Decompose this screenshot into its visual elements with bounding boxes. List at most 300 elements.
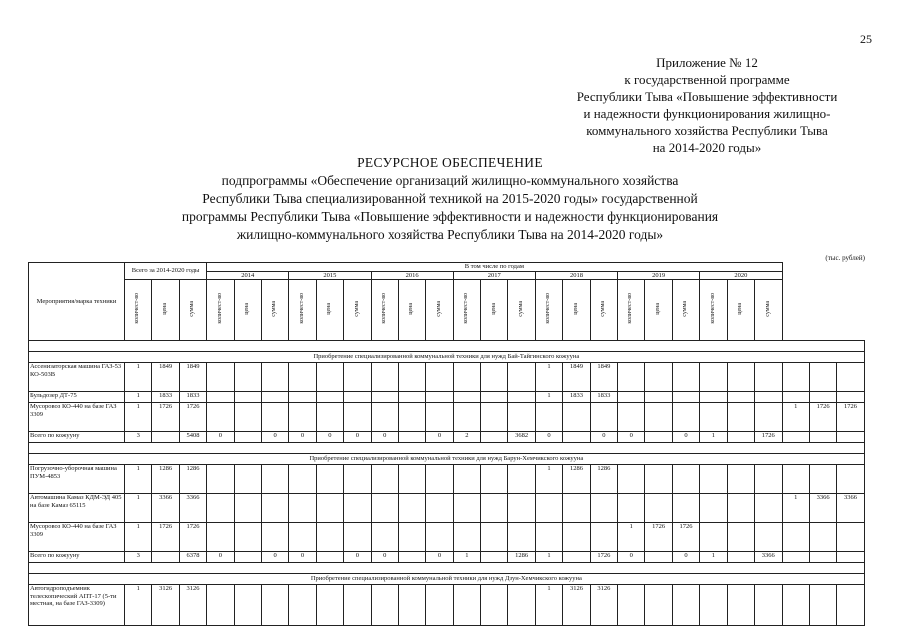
header-year: 2019 [618,271,700,280]
row-cell [371,363,398,392]
appendix-line: коммунального хозяйства Республики Тыва [586,123,828,138]
row-cell [371,403,398,432]
row-cell [344,392,371,403]
row-cell [563,494,590,523]
table-row [29,432,865,443]
row-cell: 3366 [809,494,836,523]
row-cell [535,494,562,523]
header-sub-label: цена [161,302,168,315]
row-cell [809,432,836,443]
row-cell: 1726 [645,523,672,552]
row-cell [316,392,343,403]
row-cell [563,403,590,432]
row-cell: 1833 [179,392,206,403]
row-cell: 3366 [754,552,782,563]
row-cell [563,523,590,552]
row-cell [398,523,425,552]
row-cell: 6378 [179,552,206,563]
row-cell [618,585,645,626]
row-cell: 1286 [179,465,206,494]
row-cell [809,465,836,494]
row-cell: 1286 [508,552,535,563]
header-sum [261,280,288,341]
row-cell [754,465,782,494]
row-cell [426,392,453,403]
row-cell: 1849 [563,363,590,392]
row-cell [782,585,809,626]
row-cell [754,585,782,626]
row-cell [727,523,754,552]
row-cell [563,432,590,443]
row-cell [261,392,288,403]
row-cell [316,585,343,626]
row-cell [453,403,480,432]
row-cell: 1726 [837,403,864,432]
header-sum [426,280,453,341]
row-cell: 1 [700,552,727,563]
row-cell [481,363,508,392]
header-sum [179,280,206,341]
row-cell [481,494,508,523]
row-cell [837,523,864,552]
title-line: подпрограммы «Обеспечение организаций жилищно-коммунального хозяйства [221,173,679,188]
row-name: Всего по кожууну [29,552,125,563]
row-cell: 1726 [179,403,206,432]
header-qty [535,280,562,341]
row-cell [207,494,234,523]
row-cell: 5408 [179,432,206,443]
table-row [29,403,865,432]
row-cell: 0 [316,432,343,443]
row-cell: 1 [535,585,562,626]
row-cell [672,494,699,523]
row-cell [700,465,727,494]
header-sub-label: цена [490,302,497,315]
row-cell: 0 [590,432,617,443]
row-cell [234,392,261,403]
row-cell: 1833 [563,392,590,403]
row-cell: 1849 [152,363,179,392]
row-cell [207,403,234,432]
row-cell: 3366 [179,494,206,523]
appendix-line: Приложение № 12 [656,55,758,70]
header-price [727,280,754,341]
appendix-line: Республики Тыва «Повышение эффективности [576,89,838,104]
row-cell [645,403,672,432]
row-cell: 0 [618,552,645,563]
row-cell [508,392,535,403]
row-cell [809,392,836,403]
row-cell [727,403,754,432]
row-cell [398,403,425,432]
row-cell [234,432,261,443]
header-price [316,280,343,341]
resource-table [28,262,865,626]
row-cell: 1726 [809,403,836,432]
row-cell: 0 [289,432,316,443]
row-name: Мусоровоз КО-440 на базе ГАЗ 3309 [29,523,125,552]
row-cell [398,585,425,626]
row-cell [700,363,727,392]
row-cell [398,494,425,523]
header-qty [371,280,398,341]
row-cell [261,494,288,523]
table-row [29,585,865,626]
row-cell: 1 [535,392,562,403]
row-cell [809,363,836,392]
row-cell [645,432,672,443]
row-cell [809,523,836,552]
row-cell [371,494,398,523]
row-cell: 0 [535,432,562,443]
row-cell [618,403,645,432]
row-cell [481,552,508,563]
row-cell [727,465,754,494]
row-cell: 0 [672,552,699,563]
row-cell [207,363,234,392]
table-row [29,523,865,552]
header-sub-label: сумма [435,300,442,317]
row-cell: 1833 [152,392,179,403]
row-cell [700,392,727,403]
header-year: 2016 [371,271,453,280]
header-item: Мероприятия/марка техники [29,263,125,341]
row-cell [398,552,425,563]
row-cell [234,403,261,432]
row-cell [645,392,672,403]
unit-label: (тыс. рублей) [825,254,865,262]
row-cell [782,465,809,494]
row-cell [508,585,535,626]
row-cell: 1 [453,552,480,563]
row-cell [782,363,809,392]
header-sub-label: сумма [600,300,607,317]
section-title: Приобретение специализированной коммунальной техники для нужд Дзун-Хемчикского кожууна [29,574,865,585]
header-sub-label: количест-во [463,293,470,325]
row-cell [426,523,453,552]
row-cell: 0 [261,432,288,443]
header-qty [289,280,316,341]
row-cell: 1286 [590,465,617,494]
row-cell [645,585,672,626]
row-cell [316,465,343,494]
header-price [563,280,590,341]
row-cell: 1726 [152,523,179,552]
header-year: 2014 [207,271,289,280]
header-sub-label: количест-во [627,293,634,325]
row-cell: 0 [426,432,453,443]
row-cell [344,494,371,523]
row-cell: 0 [261,552,288,563]
row-cell [782,392,809,403]
table-row [29,363,865,392]
row-cell [535,523,562,552]
row-cell [316,552,343,563]
row-cell: 3126 [152,585,179,626]
header-sum [508,280,535,341]
row-cell [453,392,480,403]
section-title: Приобретение специализированной коммунальной техники для нужд Барун-Хемчикского кожууна [29,454,865,465]
row-cell [453,363,480,392]
row-cell [782,432,809,443]
row-cell [535,403,562,432]
row-cell [700,523,727,552]
row-cell: 0 [371,432,398,443]
row-cell: 1726 [754,432,782,443]
row-cell: 0 [207,432,234,443]
row-cell [727,585,754,626]
row-cell [645,552,672,563]
row-cell [672,403,699,432]
row-name: Всего по кожууну [29,432,125,443]
row-cell: 1 [700,432,727,443]
row-cell [289,403,316,432]
header-sum [672,280,699,341]
appendix-header [542,54,872,156]
row-cell [837,432,864,443]
row-cell [398,465,425,494]
header-sub-label: сумма [353,300,360,317]
row-cell [700,403,727,432]
spacer-cell [29,341,865,352]
header-by-year: В том числе по годам [207,263,782,272]
title-line: жилищно-коммунального хозяйства Республики Тыва на 2014-2020 годы» [236,227,664,242]
header-price [234,280,261,341]
row-cell [426,363,453,392]
header-price [152,280,179,341]
row-cell: 3682 [508,432,535,443]
row-cell: 0 [618,432,645,443]
row-cell [727,392,754,403]
row-cell: 1 [125,494,152,523]
row-name: Автогидроподъемник телескопический АПТ-17 (5-ти местная, на базе ГАЗ-3309) [29,585,125,626]
row-cell [289,392,316,403]
row-cell: 3366 [152,494,179,523]
row-cell [618,392,645,403]
row-cell [261,403,288,432]
header-qty [700,280,727,341]
row-cell: 1 [125,585,152,626]
header-sub-label: количест-во [216,293,223,325]
row-cell [754,523,782,552]
header-sub-label: сумма [764,300,771,317]
row-cell [152,432,179,443]
row-cell: 1 [535,552,562,563]
row-cell [261,523,288,552]
row-name: Бульдозер ДТ-75 [29,392,125,403]
header-sub-label: цена [572,302,579,315]
row-cell: 3126 [590,585,617,626]
row-cell [837,585,864,626]
row-cell: 3 [125,552,152,563]
row-cell [700,585,727,626]
row-cell [234,363,261,392]
row-cell: 3126 [563,585,590,626]
row-name: Ассенизаторская машина ГАЗ-53 КО-503В [29,363,125,392]
row-cell [508,494,535,523]
row-cell [371,465,398,494]
row-cell: 1 [125,392,152,403]
row-cell: 1 [125,523,152,552]
row-cell [289,465,316,494]
header-sub-label: количест-во [134,293,141,325]
row-cell [727,552,754,563]
header-sub-label: цена [737,302,744,315]
row-cell [152,552,179,563]
row-cell [754,403,782,432]
row-cell [590,494,617,523]
row-cell [207,523,234,552]
spacer-cell [29,443,865,454]
row-cell [261,363,288,392]
row-cell [398,432,425,443]
row-cell [344,465,371,494]
title-heading: РЕСУРСНОЕ ОБЕСПЕЧЕНИЕ [357,155,543,170]
row-cell [672,585,699,626]
row-cell: 0 [207,552,234,563]
header-sub-label: цена [408,302,415,315]
row-cell [563,552,590,563]
row-cell: 1 [125,363,152,392]
row-cell [508,523,535,552]
row-cell [837,552,864,563]
row-name: Мусоровоз КО-440 на базе ГАЗ 3309 [29,403,125,432]
table-row [29,392,865,403]
row-cell [672,465,699,494]
row-cell: 0 [289,552,316,563]
appendix-line: на 2014-2020 годы» [652,140,762,155]
row-cell: 0 [371,552,398,563]
row-cell [234,552,261,563]
row-cell [754,392,782,403]
header-sub-label: количест-во [298,293,305,325]
header-sub-label: сумма [189,300,196,317]
header-year: 2015 [289,271,371,280]
row-cell [371,392,398,403]
header-qty [453,280,480,341]
header-sum [754,280,782,341]
header-year: 2020 [700,271,782,280]
row-cell [316,523,343,552]
row-cell [316,363,343,392]
row-cell [508,465,535,494]
header-price [481,280,508,341]
section-title: Приобретение специализированной коммунальной техники для нужд Бай-Тайгинского кожууна [29,352,865,363]
spacer-cell [29,563,865,574]
document-title [150,154,750,244]
header-year: 2018 [535,271,617,280]
row-cell [672,363,699,392]
row-cell: 1833 [590,392,617,403]
row-cell [234,585,261,626]
header-sub-label: количест-во [545,293,552,325]
row-cell: 3126 [179,585,206,626]
row-cell: 1 [535,465,562,494]
table-row [29,494,865,523]
row-cell: 1286 [152,465,179,494]
row-cell [371,585,398,626]
row-cell [344,585,371,626]
row-cell: 1726 [590,552,617,563]
row-cell: 1 [782,494,809,523]
row-cell [261,585,288,626]
row-cell [481,585,508,626]
row-cell [481,432,508,443]
header-sub-label: сумма [517,300,524,317]
appendix-line: и надежности функционирования жилищно- [583,106,831,121]
row-cell [426,465,453,494]
header-sub-label: цена [654,302,661,315]
row-cell: 3 [125,432,152,443]
row-cell [700,494,727,523]
row-cell [289,585,316,626]
row-cell: 1 [618,523,645,552]
row-cell [344,523,371,552]
header-sub-label: количест-во [380,293,387,325]
row-cell [344,363,371,392]
row-cell [234,494,261,523]
row-cell: 0 [344,432,371,443]
row-cell: 0 [672,432,699,443]
row-cell [426,585,453,626]
row-cell [481,403,508,432]
row-cell: 1849 [590,363,617,392]
row-cell: 1 [125,465,152,494]
row-cell [289,523,316,552]
header-qty [125,280,152,341]
row-cell [371,523,398,552]
row-cell [344,403,371,432]
row-cell [618,465,645,494]
header-price [645,280,672,341]
row-cell [837,363,864,392]
page-number: 25 [860,32,872,46]
row-cell [426,403,453,432]
row-cell [234,465,261,494]
header-sum [590,280,617,341]
row-cell [481,392,508,403]
row-cell [727,432,754,443]
row-name: Автомашина Камаз КДМ-ЭД 405 на базе Камаз 65115 [29,494,125,523]
header-sub-label: сумма [682,300,689,317]
row-cell [618,494,645,523]
header-sum [344,280,371,341]
row-cell [837,465,864,494]
row-cell [453,465,480,494]
row-cell [645,363,672,392]
row-cell [754,494,782,523]
row-name: Погрузочно-уборочная машина ПУМ-4853 [29,465,125,494]
header-sub-label: цена [326,302,333,315]
title-line: программы Республики Тыва «Повышение эффективности и надежности функционирования [181,209,719,224]
row-cell: 1849 [179,363,206,392]
row-cell: 0 [344,552,371,563]
row-cell [590,403,617,432]
row-cell: 1726 [672,523,699,552]
header-price [398,280,425,341]
table-row [29,552,865,563]
header-qty [207,280,234,341]
row-cell [754,363,782,392]
row-cell [782,523,809,552]
row-cell [645,465,672,494]
row-cell [453,523,480,552]
row-cell [453,585,480,626]
row-cell [672,392,699,403]
row-cell: 1286 [563,465,590,494]
header-sub-label: сумма [271,300,278,317]
table-row [29,465,865,494]
